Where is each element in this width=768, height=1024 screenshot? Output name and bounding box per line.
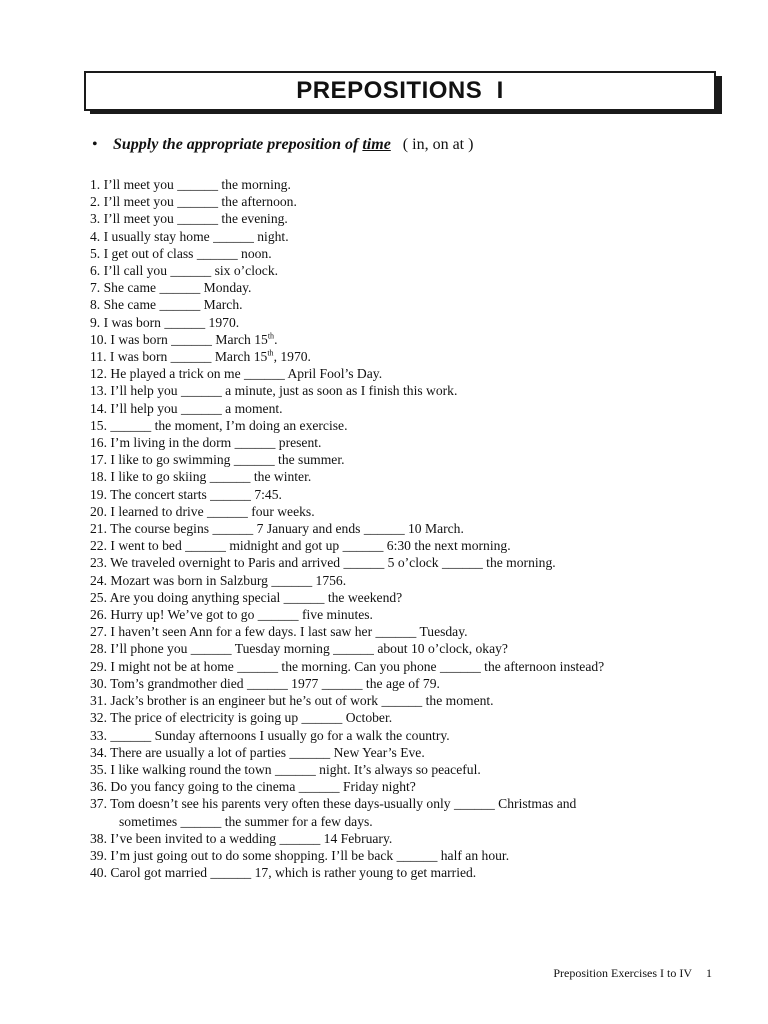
exercise-text-end: .	[274, 331, 278, 347]
exercise-item: 40. Carol got married ______ 17, which is rather young to get married.	[90, 865, 477, 881]
exercise-item: 9. I was born ______ 1970.	[90, 314, 240, 330]
exercise-item: 14. I’ll help you ______ a moment.	[90, 400, 283, 416]
exercise-item: 30. Tom’s grandmother died ______ 1977 ______ the age of 79.	[90, 675, 440, 691]
exercise-item: 15. ______ the moment, I’m doing an exercise.	[90, 417, 348, 433]
title-box	[84, 71, 716, 111]
exercise-item: 17. I like to go swimming ______ the summer.	[90, 452, 345, 468]
exercise-item: 23. We traveled overnight to Paris and arrived ______ 5 o’clock ______ the morning.	[90, 555, 556, 571]
exercise-item: 8. She came ______ March.	[90, 297, 243, 313]
exercise-item: 6. I’ll call you ______ six o’clock.	[90, 263, 279, 279]
exercise-item: 35. I like walking round the town ______ night. It’s always so peaceful.	[90, 761, 481, 777]
bullet-icon: •	[92, 136, 98, 153]
instruction-options: ( in, on at )	[402, 136, 474, 153]
exercise-item: 16. I’m living in the dorm ______ present.	[90, 435, 322, 451]
exercise-item: 39. I’m just going out to do some shopping. I’ll be back ______ half an hour.	[90, 847, 510, 863]
footer-label: Preposition Exercises I to IV	[553, 966, 692, 980]
page-footer	[553, 966, 712, 981]
exercise-item: 27. I haven’t seen Ann for a few days. I last saw her ______ Tuesday.	[90, 624, 468, 640]
exercise-text: 10. I was born ______ March 15	[90, 331, 268, 347]
instruction	[92, 136, 473, 154]
exercise-item: 26. Hurry up! We’ve got to go ______ five minutes.	[90, 607, 373, 623]
exercise-item: 25. Are you doing anything special ______ the weekend?	[90, 589, 403, 605]
exercise-item: 33. ______ Sunday afternoons I usually go for a walk the country.	[90, 727, 450, 743]
exercise-item: 21. The course begins ______ 7 January and ends ______ 10 March.	[90, 521, 464, 537]
exercise-item: 2. I’ll meet you ______ the afternoon.	[90, 194, 297, 210]
exercise-item: 34. There are usually a lot of parties ______ New Year’s Eve.	[90, 744, 425, 760]
exercise-item: 19. The concert starts ______ 7:45.	[90, 486, 282, 502]
exercise-item: sometimes ______ the summer for a few days.	[119, 813, 373, 829]
exercise-item	[90, 331, 740, 348]
exercise-text: 11. I was born ______ March 15	[90, 349, 268, 365]
exercise-item	[90, 348, 740, 365]
ordinal-suffix: th	[267, 348, 274, 358]
exercise-item: 38. I’ve been invited to a wedding ______ 14 February.	[90, 830, 393, 846]
exercise-item: 7. She came ______ Monday.	[90, 280, 252, 296]
exercise-item: 3. I’ll meet you ______ the evening.	[90, 211, 288, 227]
exercise-item: 20. I learned to drive ______ four weeks.	[90, 503, 315, 519]
instruction-lead: Supply the appropriate preposition of	[113, 136, 359, 153]
exercise-item: 18. I like to go skiing ______ the winter.	[90, 469, 312, 485]
ordinal-suffix: th	[267, 331, 275, 341]
exercise-item: 5. I get out of class ______ noon.	[90, 245, 272, 261]
exercise-item: 1. I’ll meet you ______ the morning.	[90, 177, 291, 192]
exercise-text-end: , 1970.	[273, 349, 311, 365]
instruction-emphasis: time	[362, 136, 391, 153]
exercise-item: 12. He played a trick on me ______ April Fool’s Day.	[90, 366, 383, 382]
exercise-item: 32. The price of electricity is going up ______ October.	[90, 710, 393, 726]
exercise-item: 13. I’ll help you ______ a minute, just as soon as I finish this work.	[90, 383, 458, 399]
exercise-item: 37. Tom doesn’t see his parents very often these days-usually only ______ Christmas and	[90, 796, 577, 812]
exercise-item: 31. Jack’s brother is an engineer but he’s out of work ______ the moment.	[90, 693, 494, 709]
exercise-item: 36. Do you fancy going to the cinema ______ Friday night?	[90, 779, 416, 795]
page-title: PREPOSITIONS I	[296, 77, 504, 104]
exercise-item: 28. I’ll phone you ______ Tuesday morning ______ about 10 o’clock, okay?	[90, 641, 508, 657]
exercise-item: 24. Mozart was born in Salzburg ______ 1756.	[90, 572, 347, 588]
exercise-item: 22. I went to bed ______ midnight and got up ______ 6:30 the next morning.	[90, 538, 511, 554]
exercise-list	[90, 176, 740, 881]
exercise-item: 29. I might not be at home ______ the morning. Can you phone ______ the afternoon instead?	[90, 658, 605, 674]
exercise-item: 4. I usually stay home ______ night.	[90, 228, 289, 244]
page-number: 1	[706, 966, 712, 980]
